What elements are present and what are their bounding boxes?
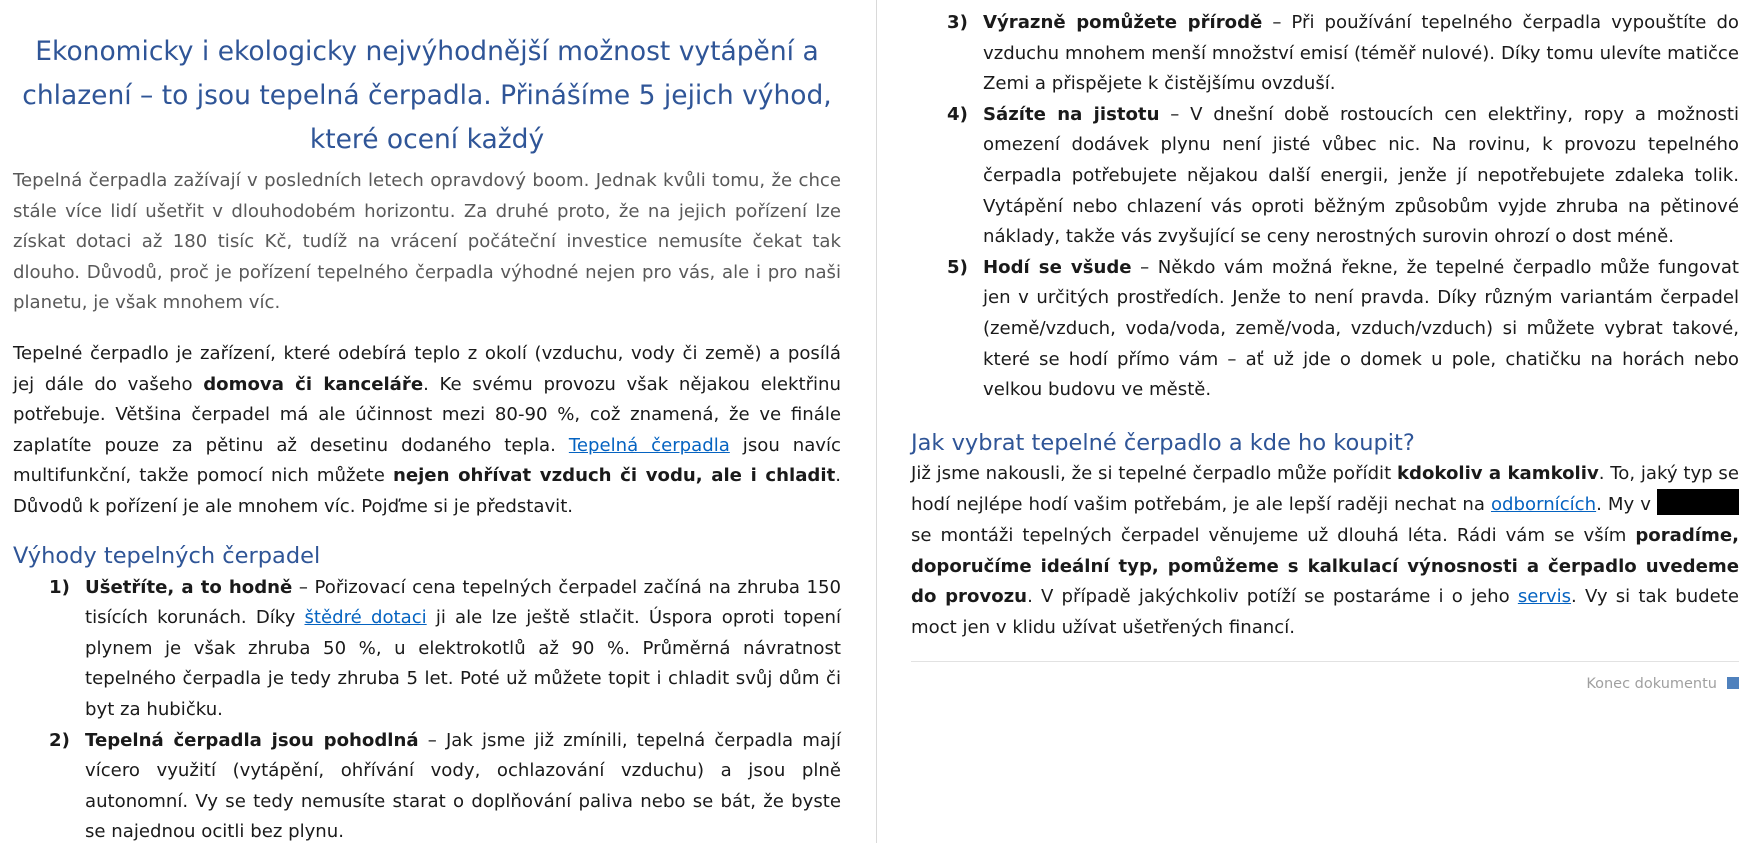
end-of-document-label: Konec dokumentu	[1586, 676, 1717, 693]
advantages-list-part-1	[13, 573, 841, 848]
end-of-document	[911, 675, 1739, 693]
body-text-1: Tepelné čerpadlo je zařízení, které odebírá teplo z okolí (vzduchu, vody či země) a posílá jej dále do vašeho	[13, 342, 841, 395]
final-text-6: . Vy si tak budete moct jen v klidu užívat ušetřených financí.	[911, 586, 1740, 638]
list-number: 3)	[947, 12, 968, 33]
list-item-bold: Tepelná čerpadla jsou pohodlná	[85, 729, 419, 751]
list-item	[911, 100, 1739, 253]
body-bold-1: domova či kanceláře	[203, 373, 424, 395]
list-item-text: – Jak jsme již zmínili, tepelná čerpadla mají vícero využití (vytápění, ohřívání vody, ochlazování vzduchu) a jsou plně autonomní. Vy se tedy nemusíte starat o doplňování paliva nebo se bát, že byste se najednou ocitli bez plynu.	[85, 729, 841, 843]
section-heading-advantages: Výhody tepelných čerpadel	[13, 542, 321, 569]
body-text-4: . Důvodů k pořízení je ale mnohem víc. Pojďme si je představit.	[13, 465, 841, 517]
final-text-1: Již jsme nakousli, že si tepelné čerpadlo může pořídit	[911, 462, 1397, 484]
advantages-list-part-2	[911, 8, 1739, 406]
list-item-text: – Při používání tepelného čerpadla vypouštíte do vzduchu mnohem menší množství emisí (téměř nulové). Díky tomu ulevíte matičce Zemi a přispějete k čistějšímu ovzduší.	[983, 12, 1739, 95]
list-item	[13, 573, 841, 726]
section-heading-how-to-choose: Jak vybrat tepelné čerpadlo a kde ho koupit?	[911, 429, 1415, 456]
body-paragraph	[13, 339, 841, 523]
list-item-text: – Někdo vám možná řekne, že tepelné čerpadlo může fungovat jen v určitých prostředích. Jenže to není pravda. Díky různým variantám čerpadel (země/vzduch, voda/voda, země/voda, vzduch/vzduch) si můžete vybrat takové, které se hodí přímo vám – ať už jde o domek u pole, chatičku na horách nebo velkou budovu ve městě.	[983, 256, 1739, 401]
link-heat-pumps[interactable]: Tepelná čerpadla	[568, 434, 730, 456]
body-text-3: jsou navíc multifunkční, takže pomocí nich můžete	[13, 434, 841, 487]
list-item	[911, 253, 1739, 406]
redacted-company-name	[1657, 489, 1739, 515]
intro-paragraph: Tepelná čerpadla zažívají v posledních letech opravdový boom. Jednak kvůli tomu, že chce stále více lidí ušetřit v dlouhodobém horizontu. Za druhé proto, že na jejich pořízení lze získat dotaci až 180 tisíc Kč, tudíž na vrácení počáteční investice nemusíte čekat tak dlouho. Důvodů, proč je pořízení tepelného čerpadla výhodné nejen pro vás, ale i pro naši planetu, je však mnohem víc.	[13, 170, 841, 314]
body-text-2: . Ke svému provozu však nějakou elektřinu potřebuje. Většina čerpadel má ale účinnost mezi 80-90 %, což znamená, že ve finále zaplatíte pouze za pětinu až desetinu dodaného tepla.	[13, 373, 841, 456]
list-item-bold: Výrazně pomůžete přírodě	[983, 12, 1263, 33]
final-text-5: . V případě jakýchkoliv potíží se postaráme i o jeho	[1027, 586, 1518, 608]
list-number: 5)	[947, 256, 968, 278]
list-item-text: – V dnešní době rostoucích cen elektřiny, ropy a možnosti omezení dodávek plynu není jisté vůbec nic. Na rovinu, k provozu tepelného čerpadla potřebujete nějakou další energii, jenže jí nepotřebujete zdaleka tolik. Vytápění nebo chlazení vás oproti běžným způsobům vyjde zhruba na pětinové náklady, takže vás zvyšující se ceny nerostných surovin ohrozí o dost méně.	[983, 103, 1739, 248]
list-item-bold: Hodí se všude	[983, 256, 1132, 278]
body-bold-2: nejen ohřívat vzduch či vodu, ale i chladit	[392, 465, 836, 487]
final-bold-2: poradíme, doporučíme ideální typ, pomůžeme s kalkulací výnosnosti a čerpadlo uvedeme do provozu	[911, 524, 1739, 608]
end-marker-icon	[1727, 677, 1739, 689]
link-service[interactable]: servis	[1517, 586, 1572, 608]
right-column	[911, 8, 1739, 693]
link-generous-subsidy[interactable]: štědré dotaci	[304, 607, 427, 629]
list-item-bold: Ušetříte, a to hodně	[85, 576, 293, 598]
list-item	[13, 726, 841, 848]
final-bold-1: kdokoliv a kamkoliv	[1396, 462, 1599, 484]
list-item-text: ji ale lze ještě stlačit. Úspora oproti topení plynem je však zhruba 50 %, u elektrokotlů až 90 %. Průměrná návratnost tepelného čerpadla je tedy zhruba 5 let. Poté už můžete topit i chladit svůj dům či byt za hubičku.	[85, 607, 841, 720]
final-text-2: . To, jaký typ se hodí nejlépe hodí vašim potřebám, je ale lepší raději nechat na	[911, 462, 1739, 516]
link-experts[interactable]: odbornících	[1490, 494, 1597, 516]
final-paragraph	[911, 459, 1739, 644]
list-number: 2)	[49, 729, 70, 751]
page-divider	[876, 0, 877, 843]
list-item	[911, 8, 1739, 100]
list-number: 4)	[947, 103, 968, 125]
final-text-4: se montáži tepelných čerpadel věnujeme už dlouhá léta. Rádi vám se vším	[911, 524, 1636, 546]
list-item-bold: Sázíte na jistotu	[983, 103, 1160, 125]
document-title: Ekonomicky i ekologicky nejvýhodnější možnost vytápění a chlazení – to jsou tepelná čerpadla. Přinášíme 5 jejich výhod, které ocení každý	[22, 36, 832, 155]
footer-divider	[911, 661, 1739, 662]
left-column	[13, 30, 841, 848]
list-item-text: – Pořizovací cena tepelných čerpadel začíná na zhruba 150 tisících korunách. Díky	[85, 576, 841, 629]
list-number: 1)	[49, 576, 70, 598]
final-text-3: . My v	[1596, 494, 1657, 516]
